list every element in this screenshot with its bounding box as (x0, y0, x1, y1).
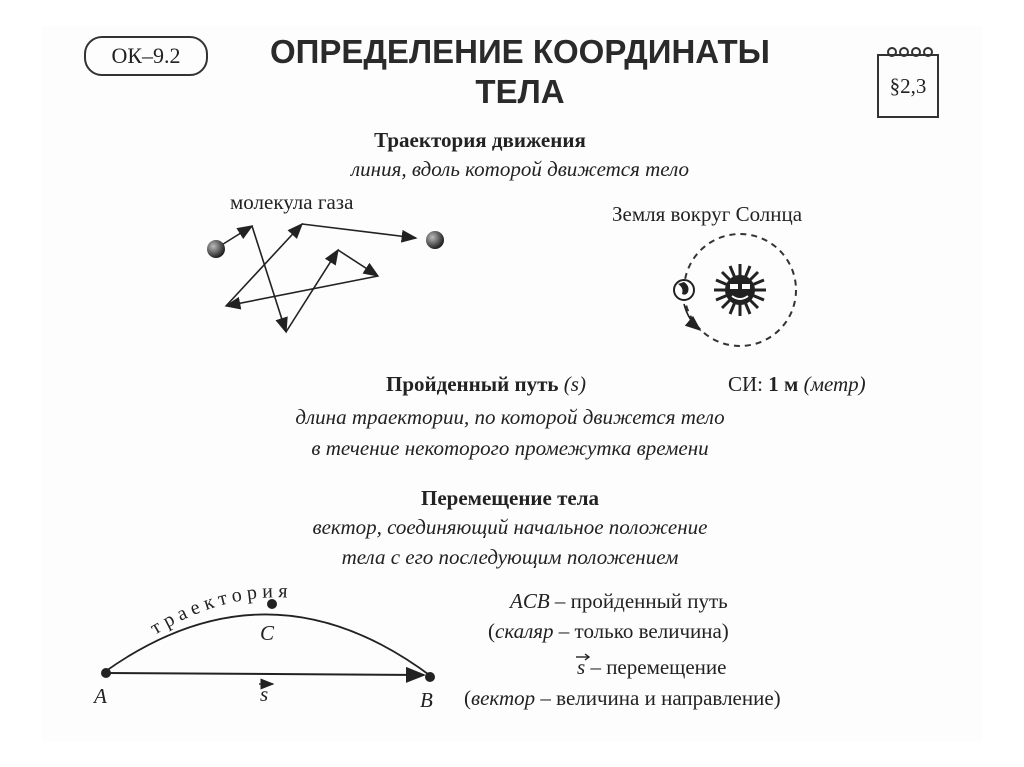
vector-label: s (260, 682, 269, 706)
point-a-marker (101, 668, 111, 678)
legend-acb-symbol: ACB (510, 589, 550, 613)
section-number: §2,3 (889, 73, 927, 98)
legend-vector-text: – перемещение (585, 655, 727, 679)
lesson-code: ОК–9.2 (111, 43, 181, 68)
displacement-definition-1: вектор, соединяющий начальное положение (312, 515, 708, 539)
si-unit: 1 м (768, 372, 799, 396)
point-b-marker (425, 672, 435, 682)
displacement-vector (106, 673, 424, 675)
section-reference (877, 54, 939, 118)
legend-vector-open: ( (464, 686, 471, 710)
legend-vector-desc (464, 686, 781, 711)
displacement-heading: Перемещение тела (420, 486, 600, 510)
legend-vector-rest: – величина и направление) (535, 686, 781, 710)
legend-acb (510, 589, 728, 614)
sun-icon (714, 264, 766, 316)
path-definition-1: длина траектории, по которой движется тело (295, 405, 725, 429)
path-symbol: (s) (563, 372, 586, 396)
title-line-2: ТЕЛА (475, 73, 565, 110)
gas-molecule-diagram (190, 210, 470, 340)
legend-scalar (488, 619, 729, 644)
trajectory-definition: линия, вдоль которой движется тело (351, 157, 689, 181)
path-heading-line (386, 372, 586, 397)
path-segment (302, 224, 416, 238)
point-c-label: C (260, 621, 275, 645)
displacement-diagram (80, 575, 460, 715)
molecule-start-icon (207, 240, 225, 258)
page-title (220, 32, 820, 112)
title-line-1: ОПРЕДЕЛЕНИЕ КООРДИНАТЫ (270, 33, 770, 70)
legend-vector (577, 655, 726, 680)
arc-label: траектория (146, 580, 293, 640)
earth-icon (674, 280, 694, 300)
point-a-label: A (94, 684, 107, 708)
molecule-end-icon (426, 231, 444, 249)
legend-scalar-word: скаляр (495, 619, 554, 643)
legend-scalar-text: – только величина) (553, 619, 729, 643)
earth-label: Земля вокруг Солнца (612, 202, 803, 226)
path-segment (252, 226, 286, 332)
molecule-label: молекула газа (230, 190, 354, 214)
earth-orbit-diagram (660, 228, 810, 358)
path-segment (286, 250, 338, 332)
legend-acb-text: – пройденный путь (549, 589, 728, 613)
path-segment (338, 250, 378, 276)
si-prefix: СИ: (728, 372, 764, 396)
point-b-label: B (420, 688, 433, 712)
si-unit-name: (метр) (803, 372, 866, 396)
legend-scalar-open: ( (488, 619, 495, 643)
trajectory-heading: Траектория движения (374, 128, 586, 152)
path-segment (220, 226, 252, 246)
displacement-definition-2: тела с его последующим положением (341, 545, 679, 569)
lesson-badge (84, 36, 208, 76)
vector-arrow-icon (576, 653, 590, 661)
si-unit-line (728, 372, 866, 397)
legend-vector-word: вектор (471, 686, 536, 710)
legend-vector-symbol-wrap (577, 655, 585, 680)
legend-vector-symbol: s (577, 655, 586, 679)
path-heading: Пройденный путь (386, 372, 559, 396)
path-definition-2: в течение некоторого промежутка времени (311, 436, 709, 460)
